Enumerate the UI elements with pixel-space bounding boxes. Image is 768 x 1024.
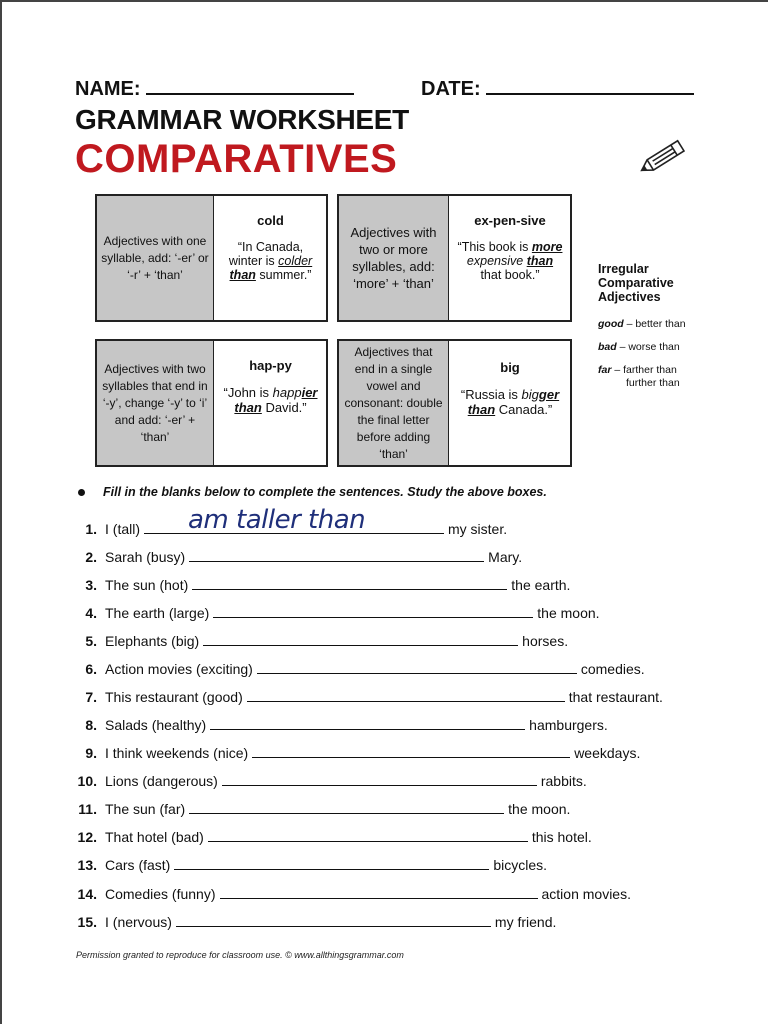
date-label: DATE:: [421, 78, 481, 100]
question-row: [70, 605, 600, 621]
question-prompt: The sun (hot): [105, 577, 189, 593]
question-number: 9.: [85, 745, 97, 761]
question-row: [70, 689, 663, 705]
bullet-icon: [78, 489, 85, 496]
question-row: [70, 829, 592, 845]
date-line[interactable]: [486, 75, 694, 95]
irregular-adjectives: [598, 262, 758, 400]
instructions: Fill in the blanks below to complete the sentences. Study the above boxes.: [78, 485, 547, 499]
question-prompt: I (tall): [105, 521, 140, 537]
pencil-icon: [632, 136, 694, 178]
worksheet-title: GRAMMAR WORKSHEET: [75, 104, 409, 135]
question-number: 4.: [85, 605, 97, 621]
question-ending: that restaurant.: [568, 689, 663, 705]
date-field[interactable]: [421, 75, 694, 101]
question-row: [70, 886, 631, 902]
example: [450, 341, 570, 465]
question-ending: hamburgers.: [529, 717, 608, 733]
rule-box-double-consonant: [337, 339, 572, 467]
question-number: 14.: [77, 886, 97, 902]
question-ending: weekdays.: [574, 745, 641, 761]
irregular-title: Irregular Comparative Adjectives: [598, 262, 674, 304]
question-prompt: Elephants (big): [105, 633, 200, 649]
irregular-list: [598, 318, 758, 390]
name-line[interactable]: [146, 75, 354, 95]
question-row: [70, 773, 587, 789]
example: [215, 341, 326, 465]
irregular-item-bad: bad – worse than: [598, 341, 680, 353]
answer-blank[interactable]: [247, 689, 565, 702]
question-prompt: Sarah (busy): [105, 549, 186, 565]
question-ending: rabbits.: [540, 773, 587, 789]
question-number: 1.: [85, 521, 97, 537]
example-word: ex-pen-sive: [474, 213, 546, 228]
question-prompt: Lions (dangerous): [105, 773, 218, 789]
name-label: NAME:: [75, 78, 141, 100]
answer-blank[interactable]: [203, 633, 518, 646]
question-row: [70, 521, 507, 537]
example-word: big: [500, 360, 520, 375]
question-row: [70, 914, 556, 930]
answer-blank[interactable]: [257, 661, 577, 674]
rule-text: Adjectives with one syllable, add: ‘-er’ or ‘-r’ + ‘than’: [97, 196, 214, 320]
question-prompt: I think weekends (nice): [105, 745, 249, 761]
answer-blank[interactable]: [174, 857, 489, 870]
question-ending: the moon.: [537, 605, 600, 621]
answer-blank[interactable]: [144, 521, 444, 534]
question-prompt: The earth (large): [105, 605, 210, 621]
question-row: [70, 857, 547, 873]
question-number: 8.: [85, 717, 97, 733]
question-ending: the earth.: [511, 577, 571, 593]
example-word: cold: [257, 213, 284, 228]
answer-blank[interactable]: [192, 577, 507, 590]
question-row: [70, 801, 570, 817]
answer-blank[interactable]: [252, 745, 570, 758]
question-number: 7.: [85, 689, 97, 705]
answer-blank[interactable]: [213, 605, 533, 618]
question-ending: my friend.: [494, 914, 557, 930]
question-row: [70, 633, 568, 649]
question-number: 5.: [85, 633, 97, 649]
rule-box-one-syllable: [95, 194, 328, 322]
worksheet-subtitle: COMPARATIVES: [75, 137, 398, 181]
example: [450, 196, 570, 320]
name-field[interactable]: [75, 75, 354, 101]
rule-text: Adjectives with two syllables that end in ‘-y’, change ‘-y’ to ‘i’ and add: ‘-er’ + ‘than’: [97, 341, 214, 465]
question-prompt: That hotel (bad): [105, 829, 204, 845]
question-prompt: This restaurant (good): [105, 689, 243, 705]
question-ending: Mary.: [488, 549, 523, 565]
answer-blank[interactable]: [189, 801, 504, 814]
example-sentence: “This book is more expensive than that book.”: [457, 240, 563, 282]
example-sentence: “Russia is bigger than Canada.”: [460, 387, 560, 417]
question-number: 3.: [85, 577, 97, 593]
question-row: [70, 577, 570, 593]
question-ending: action movies.: [541, 886, 631, 902]
answer-blank[interactable]: [189, 549, 484, 562]
question-row: [70, 661, 645, 677]
answer-blank[interactable]: [210, 717, 525, 730]
question-prompt: Cars (fast): [105, 857, 171, 873]
question-number: 13.: [77, 857, 97, 873]
example: [215, 196, 326, 320]
example-sentence: “In Canada, winter is colder than summer.”: [228, 240, 313, 282]
question-ending: bicycles.: [493, 857, 548, 873]
example-sentence: “John is happier than David.”: [223, 385, 318, 415]
question-ending: this hotel.: [531, 829, 592, 845]
question-prompt: I (nervous): [105, 914, 172, 930]
question-number: 12.: [77, 829, 97, 845]
example-word: hap-py: [249, 358, 292, 373]
rule-text: Adjectives with two or more syllables, add: ‘more’ + ‘than’: [339, 196, 449, 320]
rule-box-y-ending: [95, 339, 328, 467]
question-prompt: Comedies (funny): [105, 886, 216, 902]
rule-text: Adjectives that end in a single vowel and consonant: double the final letter before adding ‘than’: [339, 341, 449, 465]
irregular-item-good: good – better than: [598, 318, 686, 330]
question-row: [70, 717, 608, 733]
name-date-row: [75, 75, 697, 99]
question-number: 15.: [77, 914, 97, 930]
answer-blank[interactable]: [222, 773, 537, 786]
question-prompt: Salads (healthy): [105, 717, 207, 733]
handwritten-answer: am taller than: [188, 505, 366, 535]
question-number: 6.: [85, 661, 97, 677]
question-number: 2.: [85, 549, 97, 565]
footer-permission: Permission granted to reproduce for classroom use. © www.allthingsgrammar.com: [76, 950, 404, 960]
question-row: [70, 549, 522, 565]
answer-blank[interactable]: [176, 914, 491, 927]
question-number: 10.: [77, 773, 97, 789]
question-prompt: Action movies (exciting): [105, 661, 253, 677]
answer-blank[interactable]: [208, 829, 528, 842]
page-edge-left: [0, 0, 2, 1024]
question-number: 11.: [78, 801, 97, 817]
question-ending: horses.: [522, 633, 569, 649]
question-ending: my sister.: [448, 521, 508, 537]
question-prompt: The sun (far): [105, 801, 186, 817]
question-row: [70, 745, 640, 761]
rule-box-two-syllable-more: [337, 194, 572, 322]
irregular-item-far: far – farther than further than: [598, 364, 680, 389]
question-ending: the moon.: [508, 801, 571, 817]
question-ending: comedies.: [580, 661, 645, 677]
page-edge-top: [0, 0, 768, 2]
answer-blank[interactable]: [220, 886, 538, 899]
